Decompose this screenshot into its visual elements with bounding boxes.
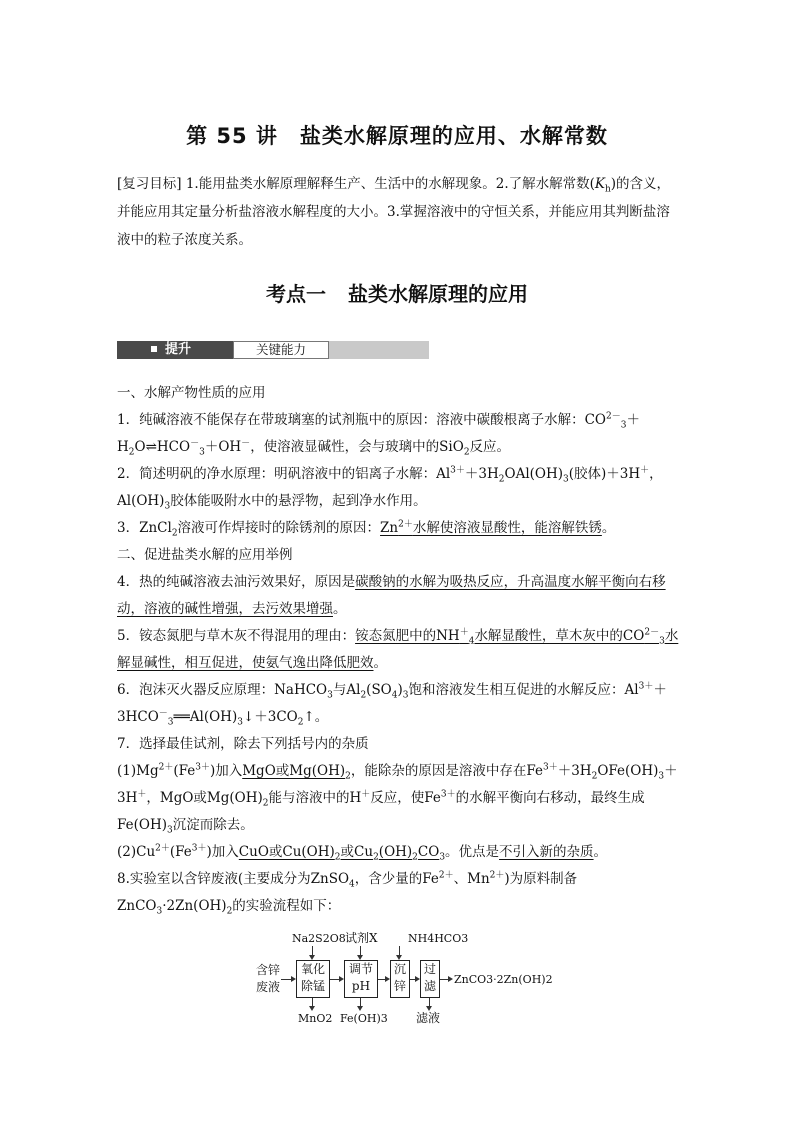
section-number: 考点一 — [266, 282, 326, 306]
reagent-x: 试剂X — [345, 931, 378, 945]
question-3: 3．ZnCl$_2$溶液可作焊接时的除锈剂的原因：$Zn^{2+}$水解使溶液显酸性，能溶解铁锈。 — [117, 519, 616, 539]
kh-subscript: h — [604, 184, 611, 195]
arrow-down-icon — [309, 955, 315, 960]
answer-5: 铵态氮肥中的$NH^+_4$水解显酸性，草木灰中的$CO^{2-}_3$水解显碱性，相互促进，使氨气逸出降低肥效 — [117, 627, 679, 671]
question-1: 1．纯碱溶液不能保存在带玻璃塞的试剂瓶中的原因：溶液中碳酸根离子水解：$CO^{2-}_3+H_2O\rightleftharpoons HCO^-_3+OH^-$，使溶液显碱性，会与玻璃中的SiO$_2$反应。 — [117, 411, 640, 458]
byproduct-mno2: MnO2 — [298, 1012, 333, 1025]
objectives-tag: [复习目标] — [117, 176, 182, 192]
question-8: 8.实验室以含锌废液(主要成分为ZnSO$_4$，含少量的$Fe^{2+}$、$Mn^{2+}$)为原料制备$ZnCO_3\cdot 2Zn(OH)_2$的实验流程如下： — [117, 870, 578, 917]
question-6: 6．泡沫灭火器反应原理：NaHCO$_3$与$Al_2(SO_4)_3$饱和溶液发生相互促进的水解反应：$Al^{3+}+3HCO^-_3══Al(OH)_3↓+3CO_2↑$。 — [117, 681, 667, 728]
kh-symbol: K — [594, 176, 605, 192]
product-label: ZnCO3·2Zn(OH)2 — [454, 973, 553, 986]
question-4: 4．热的纯碱溶液去油污效果好，原因是碳酸钠的水解为吸热反应，升高温度水解平衡向右移动，溶液的碱性增强，去污效果增强。 — [117, 574, 666, 617]
section-name: 盐类水解原理的应用 — [348, 282, 528, 306]
arrow-right-icon — [291, 976, 296, 982]
arrow-down-icon — [357, 1006, 363, 1011]
review-objectives — [117, 170, 679, 254]
source-label-1: 含锌 — [256, 963, 281, 977]
banner-right-label: 关键能力 — [233, 341, 329, 359]
key-ability-banner — [117, 336, 429, 364]
question-7-1: $(1)Mg^{2+}(Fe^{3+})$加入MgO或$Mg(OH)_2$，能除杂的原因是溶液中存在$Fe^{3+}+3H_2OFe(OH)_3+3H^+$，MgO或$Mg(OH)_2$能与溶液中的H＋反应，使$Fe^{3+}$的水解平衡向右移动，最终生成$Fe(OH)_3$沉淀而除去。 — [117, 762, 678, 836]
answer-7-2: CuO或$Cu(OH)_2$或$Cu_2(OH)_2CO_3$ — [238, 844, 446, 863]
step-adjust-ph: 调节 pH — [344, 960, 378, 998]
answer-7-1: MgO或$Mg(OH)_2$ — [242, 763, 351, 782]
page-title: 第 55 讲 盐类水解原理的应用、水解常数 — [186, 124, 608, 148]
arrow-right-icon — [415, 976, 420, 982]
reagent-na2s2o8: Na2S2O8 — [292, 932, 346, 945]
step-precipitate-zn: 沉 锌 — [390, 960, 410, 998]
answer-3: $Zn^{2+}$水解使溶液显酸性，能溶解铁锈 — [380, 519, 602, 536]
question-7: 7．选择最佳试剂，除去下列括号内的杂质 — [117, 736, 369, 752]
arrow-right-icon — [448, 976, 453, 982]
step-filter: 过 滤 — [420, 960, 440, 998]
objectives-text-2: )的含义，并能应用其定量分析盐溶液水解程度的大小。3.掌握溶液中的守恒关系，并能应用其判断盐溶液中的粒子浓度关系。 — [117, 176, 671, 248]
question-2: 2．简述明矾的净水原理：明矾溶液中的铝离子水解：$Al^{3+}+3H_2OAl(OH)_3$(胶体)＋3H＋，$Al(OH)_3$胶体能吸附水中的悬浮物，起到净水作用。 — [117, 465, 663, 512]
process-flow-diagram — [250, 926, 553, 1026]
answer-4: 碳酸钠的水解为吸热反应，升高温度水解平衡向右移动，溶液的碱性增强，去污效果增强 — [117, 574, 666, 617]
banner-left-label: 提升 — [165, 342, 192, 357]
banner-dark-tab — [117, 341, 233, 359]
byproduct-filtrate: 滤液 — [416, 1011, 441, 1025]
equilibrium-icon: ⇌ — [145, 439, 157, 455]
question-5: 5．铵态氮肥与草木灰不得混用的理由：铵态氮肥中的$NH^+_4$水解显酸性，草木灰中的$CO^{2-}_3$水解显碱性，相互促进，使氨气逸出降低肥效。 — [117, 627, 679, 671]
square-bullet-icon — [151, 346, 157, 352]
arrow-right-icon — [385, 976, 390, 982]
question-7-2: $(2)Cu^{2+}(Fe^{3+})$加入CuO或$Cu(OH)_2$或$Cu_2(OH)_2CO_3$。优点是不引入新的杂质。 — [117, 843, 608, 863]
answer-7-2b: 不引入新的杂质 — [499, 844, 594, 860]
content-body — [117, 380, 679, 920]
arrow-down-icon — [357, 955, 363, 960]
arrow-right-icon — [339, 976, 344, 982]
section-title — [0, 278, 794, 307]
byproduct-feoh3: Fe(OH)3 — [340, 1012, 388, 1025]
heading-2: 二、促进盐类水解的应用举例 — [117, 547, 293, 563]
arrow-down-icon — [309, 1006, 315, 1011]
source-label-2: 废液 — [256, 980, 281, 994]
objectives-text-1: 1.能用盐类水解原理解释生产、生活中的水解现象。2.了解水解常数( — [185, 176, 595, 192]
reagent-nh4hco3: NH4HCO3 — [408, 932, 469, 945]
heading-1: 一、水解产物性质的应用 — [117, 385, 266, 401]
step-oxidize-remove-mn: 氧化 除锰 — [296, 960, 330, 998]
arrow-down-icon — [396, 955, 402, 960]
